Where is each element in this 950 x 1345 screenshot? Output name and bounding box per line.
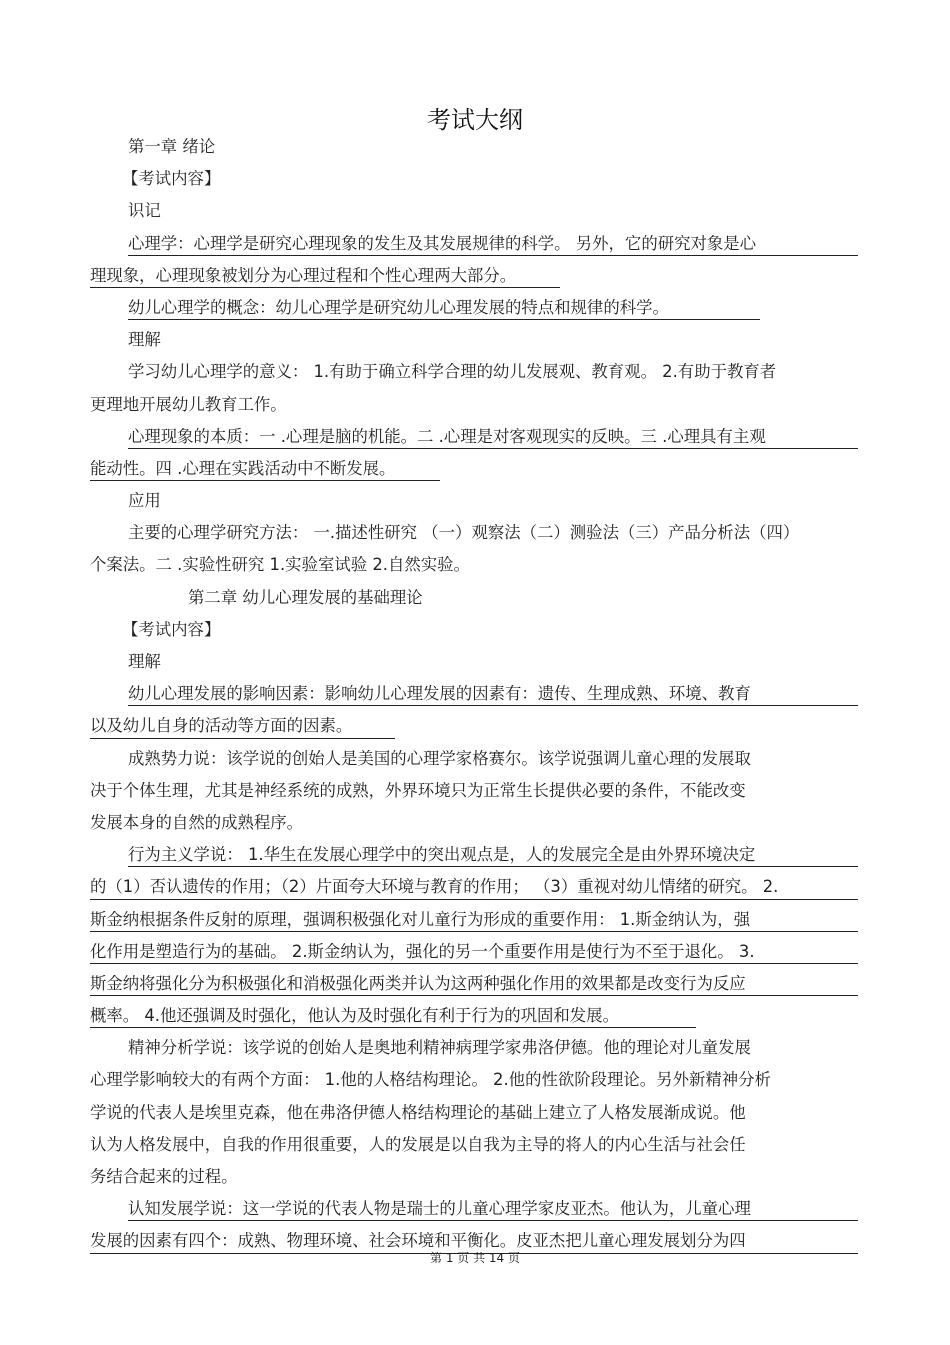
text-line: 发展本身的自然的成熟程序。 bbox=[90, 812, 304, 832]
text-line: 认为人格发展中，自我的作用很重要，人的发展是以自我为主导的将人的内心生活与社会任 bbox=[90, 1134, 746, 1154]
text-line: 以及幼儿自身的活动等方面的因素。 bbox=[90, 710, 858, 742]
text-line: 发展的因素有四个：成熟、物理环境、社会环境和平衡化。皮亚杰把儿童心理发展划分为四 bbox=[90, 1225, 858, 1257]
text-line: 能动性。四 .心理在实践活动中不断发展。 bbox=[90, 453, 858, 485]
text-line: 成熟势力说：该学说的创始人是美国的心理学家格赛尔。该学说强调儿童心理的发展取 bbox=[128, 748, 751, 768]
text-line: 的（1）否认遗传的作用；（2）片面夸大环境与教育的作用； （3）重视对幼儿情绪的研究。 2. bbox=[90, 871, 858, 903]
text-line: 【考试内容】 bbox=[122, 619, 221, 639]
text-line: 应用 bbox=[128, 491, 161, 511]
text-line: 认知发展学说：这一学说的代表人物是瑞士的儿童心理学家皮亚杰。他认为，儿童心理 bbox=[90, 1193, 858, 1225]
text-line: 幼儿心理发展的影响因素：影响幼儿心理发展的因素有：遗传、生理成熟、环境、教育 bbox=[90, 678, 858, 710]
text-line: 斯金纳根据条件反射的原理，强调积极强化对儿童行为形成的重要作用： 1.斯金纳认为，强 bbox=[90, 904, 858, 936]
chapter-heading: 第二章 幼儿心理发展的基础理论 bbox=[188, 587, 423, 607]
text-line: 个案法。二 .实验性研究 1.实验室试验 2.自然实验。 bbox=[90, 555, 470, 575]
text-line: 化作用是塑造行为的基础。 2.斯金纳认为，强化的另一个重要作用是使行为不至于退化。 3. bbox=[90, 936, 858, 968]
document-title: 考试大纲 bbox=[427, 106, 523, 134]
text-line: 理解 bbox=[128, 330, 161, 350]
text-line: 更理地开展幼儿教育工作。 bbox=[90, 394, 287, 414]
text-line: 主要的心理学研究方法： 一.描述性研究 （一）观察法（二）测验法（三）产品分析法（四） bbox=[128, 523, 800, 543]
text-line: 【考试内容】 bbox=[122, 169, 221, 189]
text-line: 幼儿心理学的概念：幼儿心理学是研究幼儿心理发展的特点和规律的科学。 bbox=[90, 292, 858, 324]
text-line: 学说的代表人是埃里克森，他在弗洛伊德人格结构理论的基础上建立了人格发展渐成说。他 bbox=[90, 1102, 746, 1122]
text-line: 决于个体生理，尤其是神经系统的成熟，外界环境只为正常生长提供必要的条件，不能改变 bbox=[90, 780, 746, 800]
text-line: 第一章 绪论 bbox=[128, 137, 216, 156]
text-line: 概率。 4.他还强调及时强化，他认为及时强化有利于行为的巩固和发展。 bbox=[90, 1000, 858, 1032]
text-line: 行为主义学说： 1.华生在发展心理学中的突出观点是，人的发展完全是由外界环境决定 bbox=[90, 839, 858, 871]
text-line: 理解 bbox=[128, 652, 161, 671]
text-line: 识记 bbox=[128, 201, 161, 221]
text-line: 学习幼儿心理学的意义： 1.有助于确立科学合理的幼儿发展观、教育观。 2.有助于教育者 bbox=[128, 362, 777, 382]
text-line: 心理学影响较大的有两个方面： 1.他的人格结构理论。 2.他的性欲阶段理论。另外新精神分析 bbox=[90, 1070, 771, 1090]
text-line: 心理学：心理学是研究心理现象的发生及其发展规律的科学。 另外，它的研究对象是心 bbox=[90, 228, 858, 260]
text-line: 精神分析学说：该学说的创始人是奥地利精神病理学家弗洛伊德。他的理论对儿童发展 bbox=[128, 1038, 751, 1058]
page-footer: 第 1 页 共 14 页 bbox=[430, 1251, 520, 1265]
text-line: 理现象，心理现象被划分为心理过程和个性心理两大部分。 bbox=[90, 260, 858, 292]
text-line: 务结合起来的过程。 bbox=[90, 1167, 238, 1186]
text-line: 斯金纳将强化分为积极强化和消极强化两类并认为这两种强化作用的效果都是改变行为反应 bbox=[90, 968, 858, 1000]
text-line: 心理现象的本质：一 .心理是脑的机能。二 .心理是对客观现实的反映。三 .心理具有主观 bbox=[90, 421, 858, 453]
document-body bbox=[90, 131, 858, 1258]
